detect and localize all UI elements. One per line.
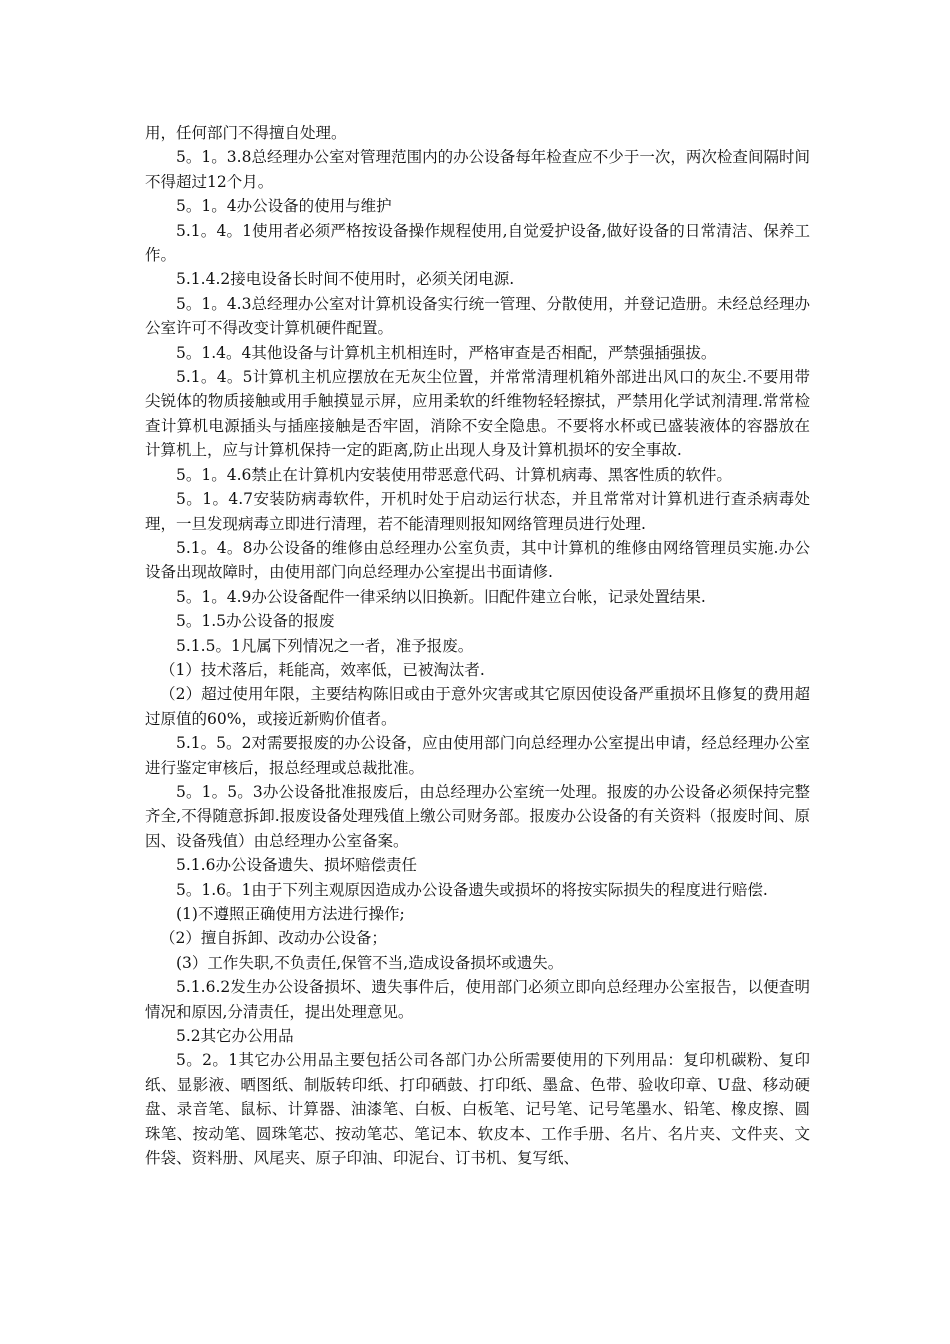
- paragraph: （2）超过使用年限，主要结构陈旧或由于意外灾害或其它原因使设备严重损坏且修复的费用超过原值的60%，或接近新购价值者。: [145, 685, 810, 728]
- paragraph: 5。1.4。4其他设备与计算机主机相连时，严格审查是否相配，严禁强插强拔。: [176, 343, 717, 362]
- paragraph: 5.1。4。1使用者必须严格按设备操作规程使用,自觉爱护设备,做好设备的日常清洁、保养工作。: [145, 221, 810, 265]
- paragraph: 5。1。5。3办公设备批准报废后，由总经理办公室统一处理。报废的办公设备必须保持完整齐全,不得随意拆卸.报废设备处理残值上缴公司财务部。报废办公设备的有关资料（报废时间、原因、设备残值）由总经理办公室备案。: [145, 782, 810, 850]
- paragraph: 5.1.6办公设备遗失、损坏赔偿责任: [176, 856, 417, 875]
- paragraph: 5。1。4办公设备的使用与维护: [176, 197, 392, 216]
- paragraph: 5。1。4.6禁止在计算机内安装使用带恶意代码、计算机病毒、黑客性质的软件。: [176, 465, 732, 484]
- paragraph: 5。2。1其它办公用品主要包括公司各部门办公所需要使用的下列用品：复印机碳粉、复印纸、显影液、晒图纸、制版转印纸、打印硒鼓、打印纸、墨盒、色带、验收印章、U盘、移动硬盘、录音笔、鼠标、计算器、油漆笔、白板、白板笔、记号笔、记号笔墨水、铅笔、橡皮擦、圆珠笔、按动笔、圆珠笔芯、按动笔芯、笔记本、软皮本、工作手册、名片、名片夹、文件夹、文件袋、资料册、风尾夹、原子印油、印泥台、订书机、复写纸、: [145, 1051, 810, 1168]
- paragraph: (3）工作失职,不负责任,保管不当,造成设备损坏或遗失。: [176, 953, 564, 972]
- paragraph: 5.1。4。8办公设备的维修由总经理办公室负责，其中计算机的维修由网络管理员实施.办公设备出现故障时，由使用部门向总经理办公室提出书面请修.: [145, 538, 810, 582]
- paragraph: 5。1。4.9办公设备配件一律采纳以旧换新。旧配件建立台帐，记录处置结果.: [176, 587, 706, 606]
- paragraph: 5。1。4.3总经理办公室对计算机设备实行统一管理、分散使用，并登记造册。未经总经理办公室许可不得改变计算机硬件配置。: [145, 294, 810, 338]
- paragraph: 5。1.5办公设备的报废: [176, 612, 335, 631]
- paragraph: 5.1。5。2对需要报废的办公设备，应由使用部门向总经理办公室提出申请，经总经理办公室进行鉴定审核后，报总经理或总裁批准。: [145, 734, 810, 777]
- paragraph: 5.2其它办公用品: [176, 1027, 294, 1046]
- paragraph: 5.1.5。1凡属下列情况之一者，准予报废。: [176, 636, 474, 655]
- paragraph: 5.1.6.2发生办公设备损坏、遗失事件后，使用部门必须立即向总经理办公室报告，以便查明情况和原因,分清责任，提出处理意见。: [145, 978, 810, 1021]
- paragraph: （2）擅自拆卸、改动办公设备；: [160, 929, 387, 948]
- document-page: [145, 121, 810, 1170]
- paragraph: 5.1。4。5计算机主机应摆放在无灰尘位置，并常常清理机箱外部进出风口的灰尘.不要用带尖锐体的物质接触或用手触摸显示屏，应用柔软的纤维物轻轻擦拭，严禁用化学试剂清理.常常检查计算机电源插头与插座接触是否牢固，消除不安全隐患。不要将水杯或已盛装液体的容器放在计算机上，应与计算机保持一定的距离,防止出现人身及计算机损坏的安全事故.: [145, 368, 810, 460]
- paragraph: 5。1。4.7安装防病毒软件，开机时处于启动运行状态，并且常常对计算机进行查杀病毒处理，一旦发现病毒立即进行清理，若不能清理则报知网络管理员进行处理.: [145, 490, 810, 533]
- paragraph: 5。1。3.8总经理办公室对管理范围内的办公设备每年检查应不少于一次，两次检查间隔时间不得超过12个月。: [145, 148, 810, 191]
- paragraph: 用，任何部门不得擅自处理。: [145, 124, 347, 142]
- paragraph: 5。1.6。1由于下列主观原因造成办公设备遗失或损坏的将按实际损失的程度进行赔偿.: [176, 880, 768, 899]
- paragraph: 5.1.4.2接电设备长时间不使用时，必须关闭电源.: [176, 270, 515, 289]
- paragraph: (1)不遵照正确使用方法进行操作;: [176, 905, 405, 923]
- paragraph: （1）技术落后，耗能高，效率低，已被淘汰者.: [160, 660, 485, 679]
